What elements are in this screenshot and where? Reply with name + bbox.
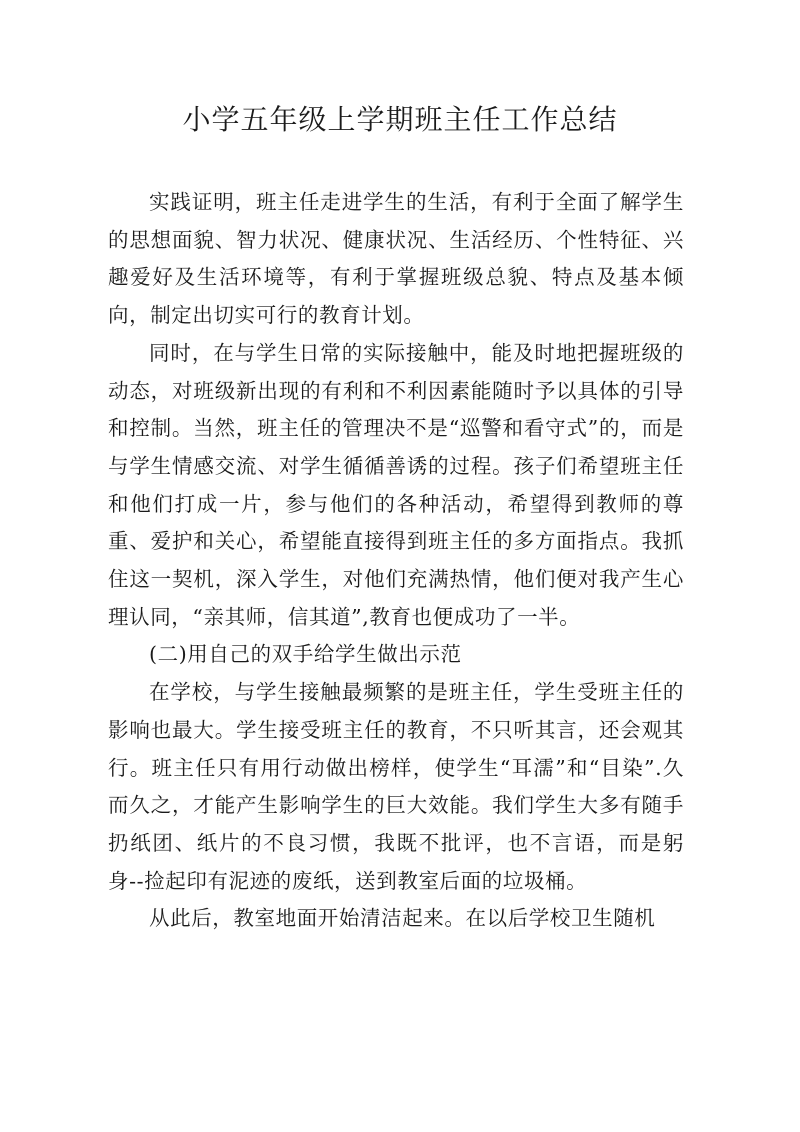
document-title: 小学五年级上学期班主任工作总结 [182, 103, 618, 136]
paragraph-2: 同时，在与学生日常的实际接触中，能及时地把握班级的动态，对班级新出现的有利和不利因素能随时予以具体的引导和控制。当然，班主任的管理决不是“巡警和看守式”的，而是与学生情感交流、对学生循循善诱的过程。孩子们希望班主任和他们打成一片，参与他们的各种活动，希望得到教师的尊重、爱护和关心，希望能直接得到班主任的多方面指点。我抓住这一契机，深入学生，对他们充满热情，他们便对我产生心理认同，“亲其师，信其道”,教育也便成功了一半。 [108, 340, 684, 629]
paragraph-4: 从此后，教室地面开始清洁起来。在以后学校卫生随机 [149, 906, 656, 931]
paragraph-1: 实践证明，班主任走进学生的生活，有利于全面了解学生的思想面貌、智力状况、健康状况、生活经历、个性特征、兴趣爱好及生活环境等，有利于掌握班级总貌、特点及基本倾向，制定出切实可行的教育计划。 [108, 190, 684, 328]
section-heading: (二)用自己的双手给学生做出示范 [149, 642, 462, 667]
document-body [108, 184, 684, 938]
paragraph-3: 在学校，与学生接触最频繁的是班主任，学生受班主任的影响也最大。学生接受班主任的教育，不只听其言，还会观其行。班主任只有用行动做出榜样，使学生“耳濡”和“目染”.久而久之，才能产生影响学生的巨大效能。我们学生大多有随手扔纸团、纸片的不良习惯，我既不批评，也不言语，而是躬身--捡起印有泥迹的废纸，送到教室后面的垃圾桶。 [108, 680, 684, 893]
